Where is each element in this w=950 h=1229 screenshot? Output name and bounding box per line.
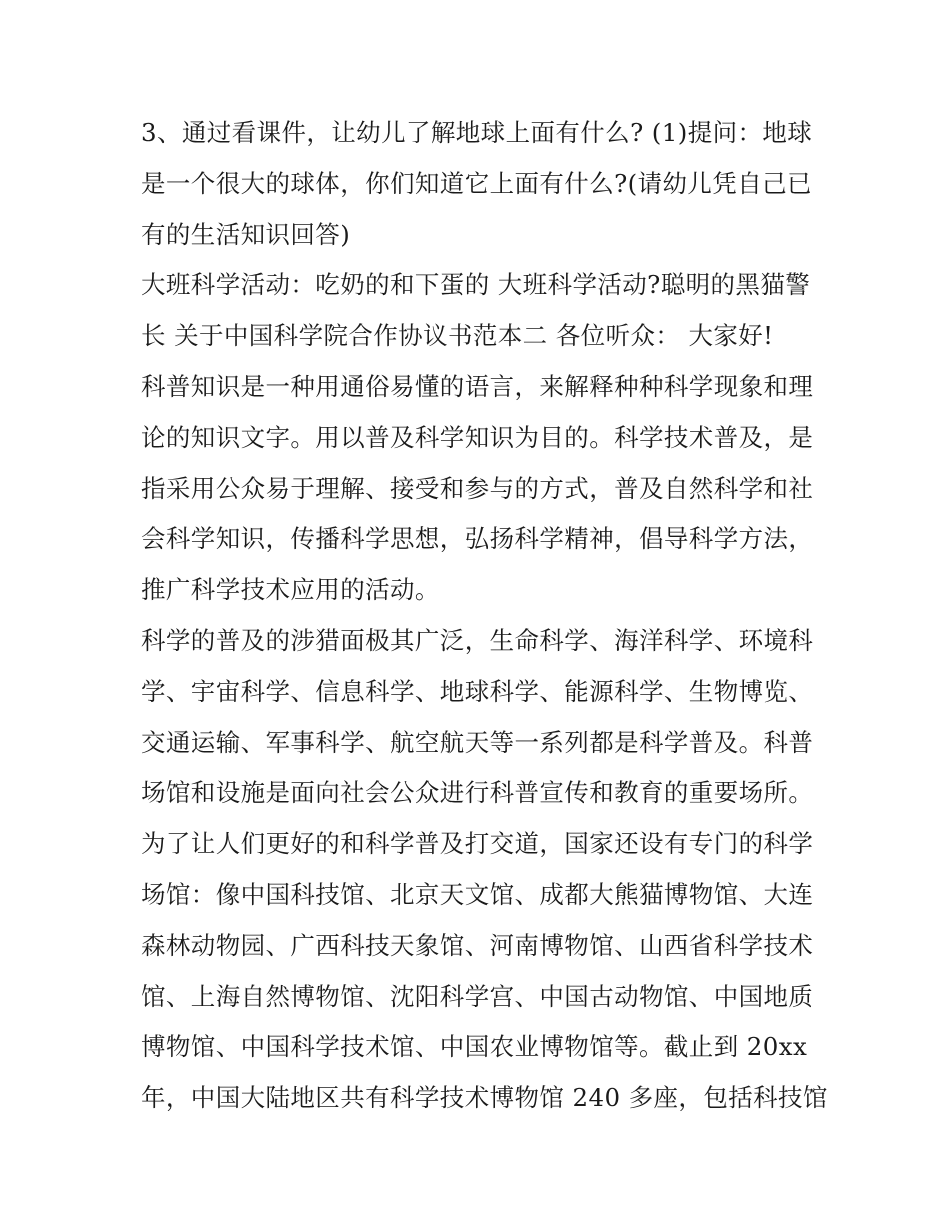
text-line-16: 场馆：像中国科技馆、北京天文馆、成都大熊猫博物馆、大连: [141, 879, 814, 909]
text-line-13: 交通运输、军事科学、航空航天等一系列都是科学普及。科普: [141, 727, 814, 757]
text-line-2: 是一个很大的球体，你们知道它上面有什么?(请幼儿凭自己已: [141, 168, 812, 198]
text-line-8: 指采用公众易于理解、接受和参与的方式，普及自然科学和社: [141, 473, 814, 503]
text-line-17: 森林动物园、广西科技天象馆、河南博物馆、山西省科学技术: [141, 930, 814, 960]
text-line-15: 为了让人们更好的和科学普及打交道，国家还设有专门的科学: [141, 829, 814, 859]
text-line-4: 大班科学活动：吃奶的和下蛋的 大班科学活动?聪明的黑猫警: [141, 270, 811, 300]
text-line-14: 场馆和设施是面向社会公众进行科普宣传和教育的重要场所。: [141, 778, 814, 808]
text-line-18: 馆、上海自然博物馆、沈阳科学宫、中国古动物馆、中国地质: [141, 981, 814, 1011]
text-line-7: 论的知识文字。用以普及科学知识为目的。科学技术普及，是: [141, 422, 814, 452]
text-line-1: 3、通过看课件，让幼儿了解地球上面有什么? (1)提问：地球: [141, 118, 813, 147]
text-line-20: 年，中国大陆地区共有科学技术博物馆 240 多座，包括科技馆: [141, 1083, 828, 1113]
text-line-19: 博物馆、中国科学技术馆、中国农业博物馆等。截止到 20xx: [141, 1032, 808, 1062]
text-line-11: 科学的普及的涉猎面极其广泛，生命科学、海洋科学、环境科: [141, 625, 814, 655]
document-body: [141, 108, 828, 1124]
text-line-5: 长 关于中国科学院合作协议书范本二 各位听众： 大家好!: [141, 321, 774, 351]
text-line-3: 有的生活知识回答): [141, 219, 351, 249]
text-line-12: 学、宇宙科学、信息科学、地球科学、能源科学、生物博览、: [141, 676, 814, 706]
text-line-9: 会科学知识，传播科学思想，弘扬科学精神，倡导科学方法，: [141, 524, 814, 554]
text-line-6: 科普知识是一种用通俗易懂的语言，来解释种种科学现象和理: [141, 371, 814, 401]
text-line-10: 推广科学技术应用的活动。: [141, 575, 440, 605]
